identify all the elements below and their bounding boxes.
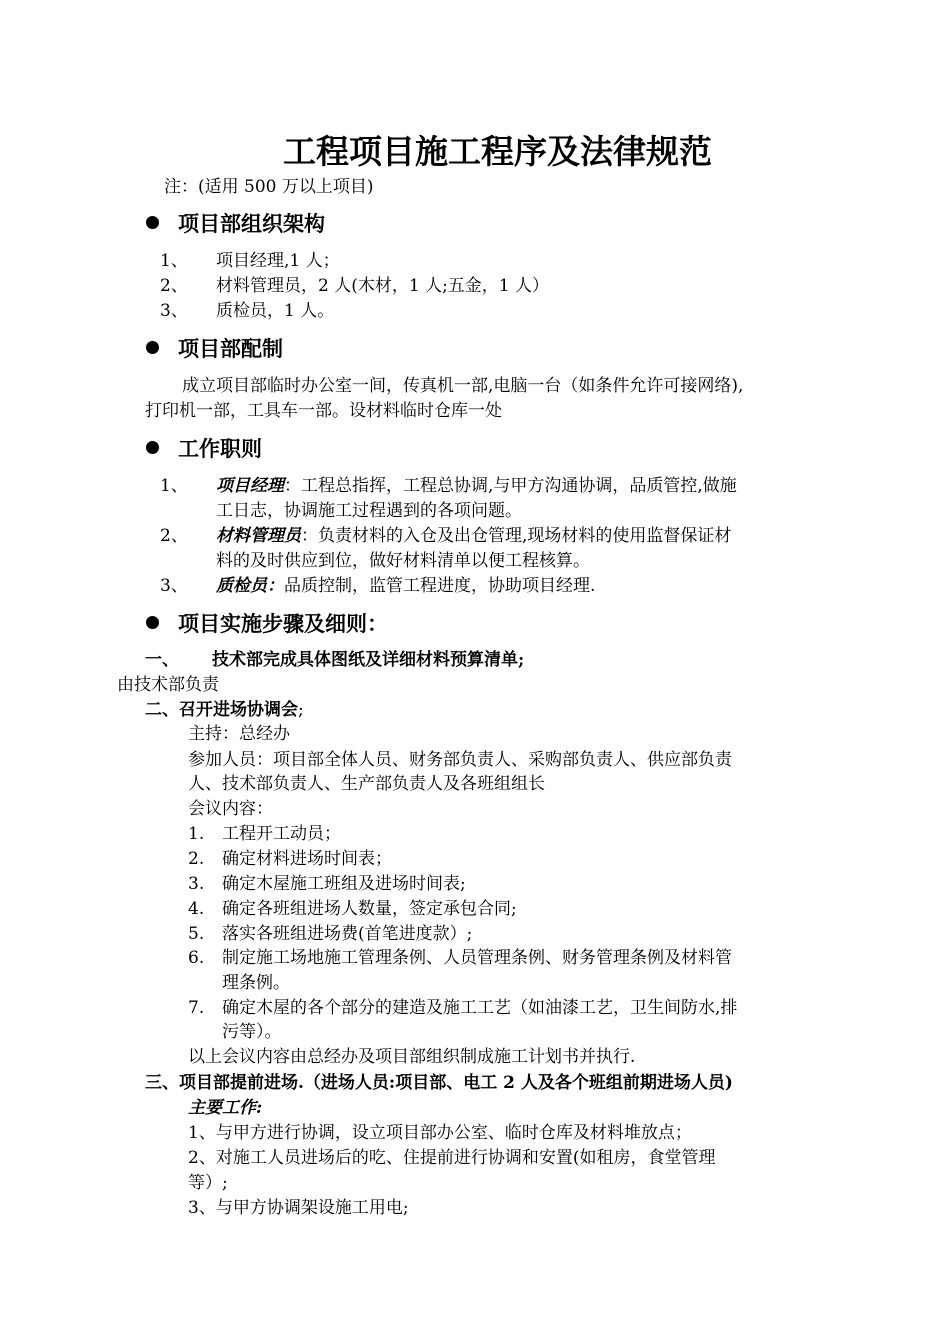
paragraph-line: 打印机一部，工具车一部。设材料临时仓库一处 (145, 401, 502, 421)
duty-item (216, 524, 731, 548)
list-item-number: 3、 (160, 301, 188, 321)
duty-text: 品质控制，监管工程进度，协助项目经理. (284, 576, 596, 596)
work-item: 3、与甲方协调架设施工用电; (188, 1198, 409, 1218)
list-item-number: 5. (188, 924, 205, 944)
list-item-number: 2. (188, 849, 205, 869)
list-item: 确定材料进场时间表； (222, 849, 392, 869)
bullet-icon (146, 216, 159, 229)
section-heading-steps: 项目实施步骤及细则： (178, 612, 388, 636)
bullet-icon (146, 441, 159, 454)
list-item: 工程开工动员； (222, 824, 341, 844)
duty-role: 项目经理 (216, 476, 284, 496)
step-title: 技术部完成具体图纸及详细材料预算清单; (212, 650, 525, 670)
step-number: 一、 (145, 650, 179, 670)
applicability-note: 注：(适用 500 万以上项目) (164, 177, 374, 197)
list-item: 落实各班组进场费(首笔进度款）; (222, 924, 473, 944)
list-item: 质检员，1 人。 (216, 301, 335, 321)
list-item: 项目经理,1 人； (216, 251, 340, 271)
duty-text: ：工程总指挥，工程总协调,与甲方沟通协调，品质管控,做施 (284, 476, 737, 496)
list-item-number: 3、 (160, 576, 188, 596)
page-title: 工程项目施工程序及法律规范 (283, 132, 712, 171)
list-item-number: 1. (188, 824, 205, 844)
meeting-attendees: 参加人员：项目部全体人员、财务部负责人、采购部负责人、供应部负责 (188, 750, 732, 770)
list-item-cont: 污等）。 (222, 1022, 282, 1042)
paragraph-line: 成立项目部临时办公室一间，传真机一部,电脑一台（如条件允许可接网络), (182, 376, 744, 396)
list-item-number: 6. (188, 948, 205, 968)
list-item: 确定木屋的各个部分的建造及施工工艺（如油漆工艺，卫生间防水,排 (222, 998, 738, 1018)
meeting-content-label: 会议内容： (188, 799, 273, 819)
section-heading-duties: 工作职则 (178, 437, 262, 461)
duty-text: ：负责材料的入仓及出仓管理,现场材料的使用监督保证材 (301, 526, 732, 546)
duty-item (216, 474, 737, 498)
work-item: 2、对施工人员进场后的吃、住提前进行协调和安置(如租房，食堂管理 (188, 1148, 716, 1168)
section-heading-organization: 项目部组织架构 (178, 212, 325, 236)
list-item: 制定施工场地施工管理条例、人员管理条例、财务管理条例及材料管 (222, 948, 732, 968)
meeting-closing: 以上会议内容由总经办及项目部组织制成施工计划书并执行. (188, 1047, 636, 1067)
work-label: 主要工作: (188, 1098, 263, 1118)
work-item: 1、与甲方进行协调，设立项目部办公室、临时仓库及材料堆放点； (188, 1123, 692, 1143)
list-item-number: 2、 (160, 276, 188, 296)
meeting-host: 主持：总经办 (188, 724, 290, 744)
list-item-number: 1、 (160, 476, 188, 496)
duty-text-cont: 料的及时供应到位，做好材料清单以便工程核算。 (216, 551, 590, 571)
section-heading-setup: 项目部配制 (178, 337, 283, 361)
step-detail: 由技术部负责 (117, 675, 219, 695)
list-item-number: 4. (188, 899, 205, 919)
duty-item (216, 574, 595, 598)
list-item-number: 3. (188, 874, 205, 894)
list-item-cont: 理条例。 (222, 973, 290, 993)
bullet-icon (146, 616, 159, 629)
work-item-cont: 等）; (188, 1173, 228, 1193)
duty-role: 质检员： (216, 576, 284, 596)
duty-text-cont: 工日志，协调施工过程遇到的各项问题。 (216, 501, 522, 521)
step-title: 三、项目部提前进场.（进场人员:项目部、电工 2 人及各个班组前期进场人员) (145, 1073, 733, 1093)
list-item-number: 7. (188, 998, 205, 1018)
step-title: 二、召开进场协调会; (145, 700, 304, 720)
list-item: 材料管理员，2 人(木材，1 人;五金，1 人） (216, 276, 550, 296)
bullet-icon (146, 341, 159, 354)
list-item: 确定各班组进场人数量，签定承包合同; (222, 899, 517, 919)
meeting-attendees-cont: 人、技术部负责人、生产部负责人及各班组组长 (188, 774, 545, 794)
list-item: 确定木屋施工班组及进场时间表; (222, 874, 466, 894)
duty-role: 材料管理员 (216, 526, 301, 546)
list-item-number: 1、 (160, 251, 188, 271)
list-item-number: 2、 (160, 526, 188, 546)
